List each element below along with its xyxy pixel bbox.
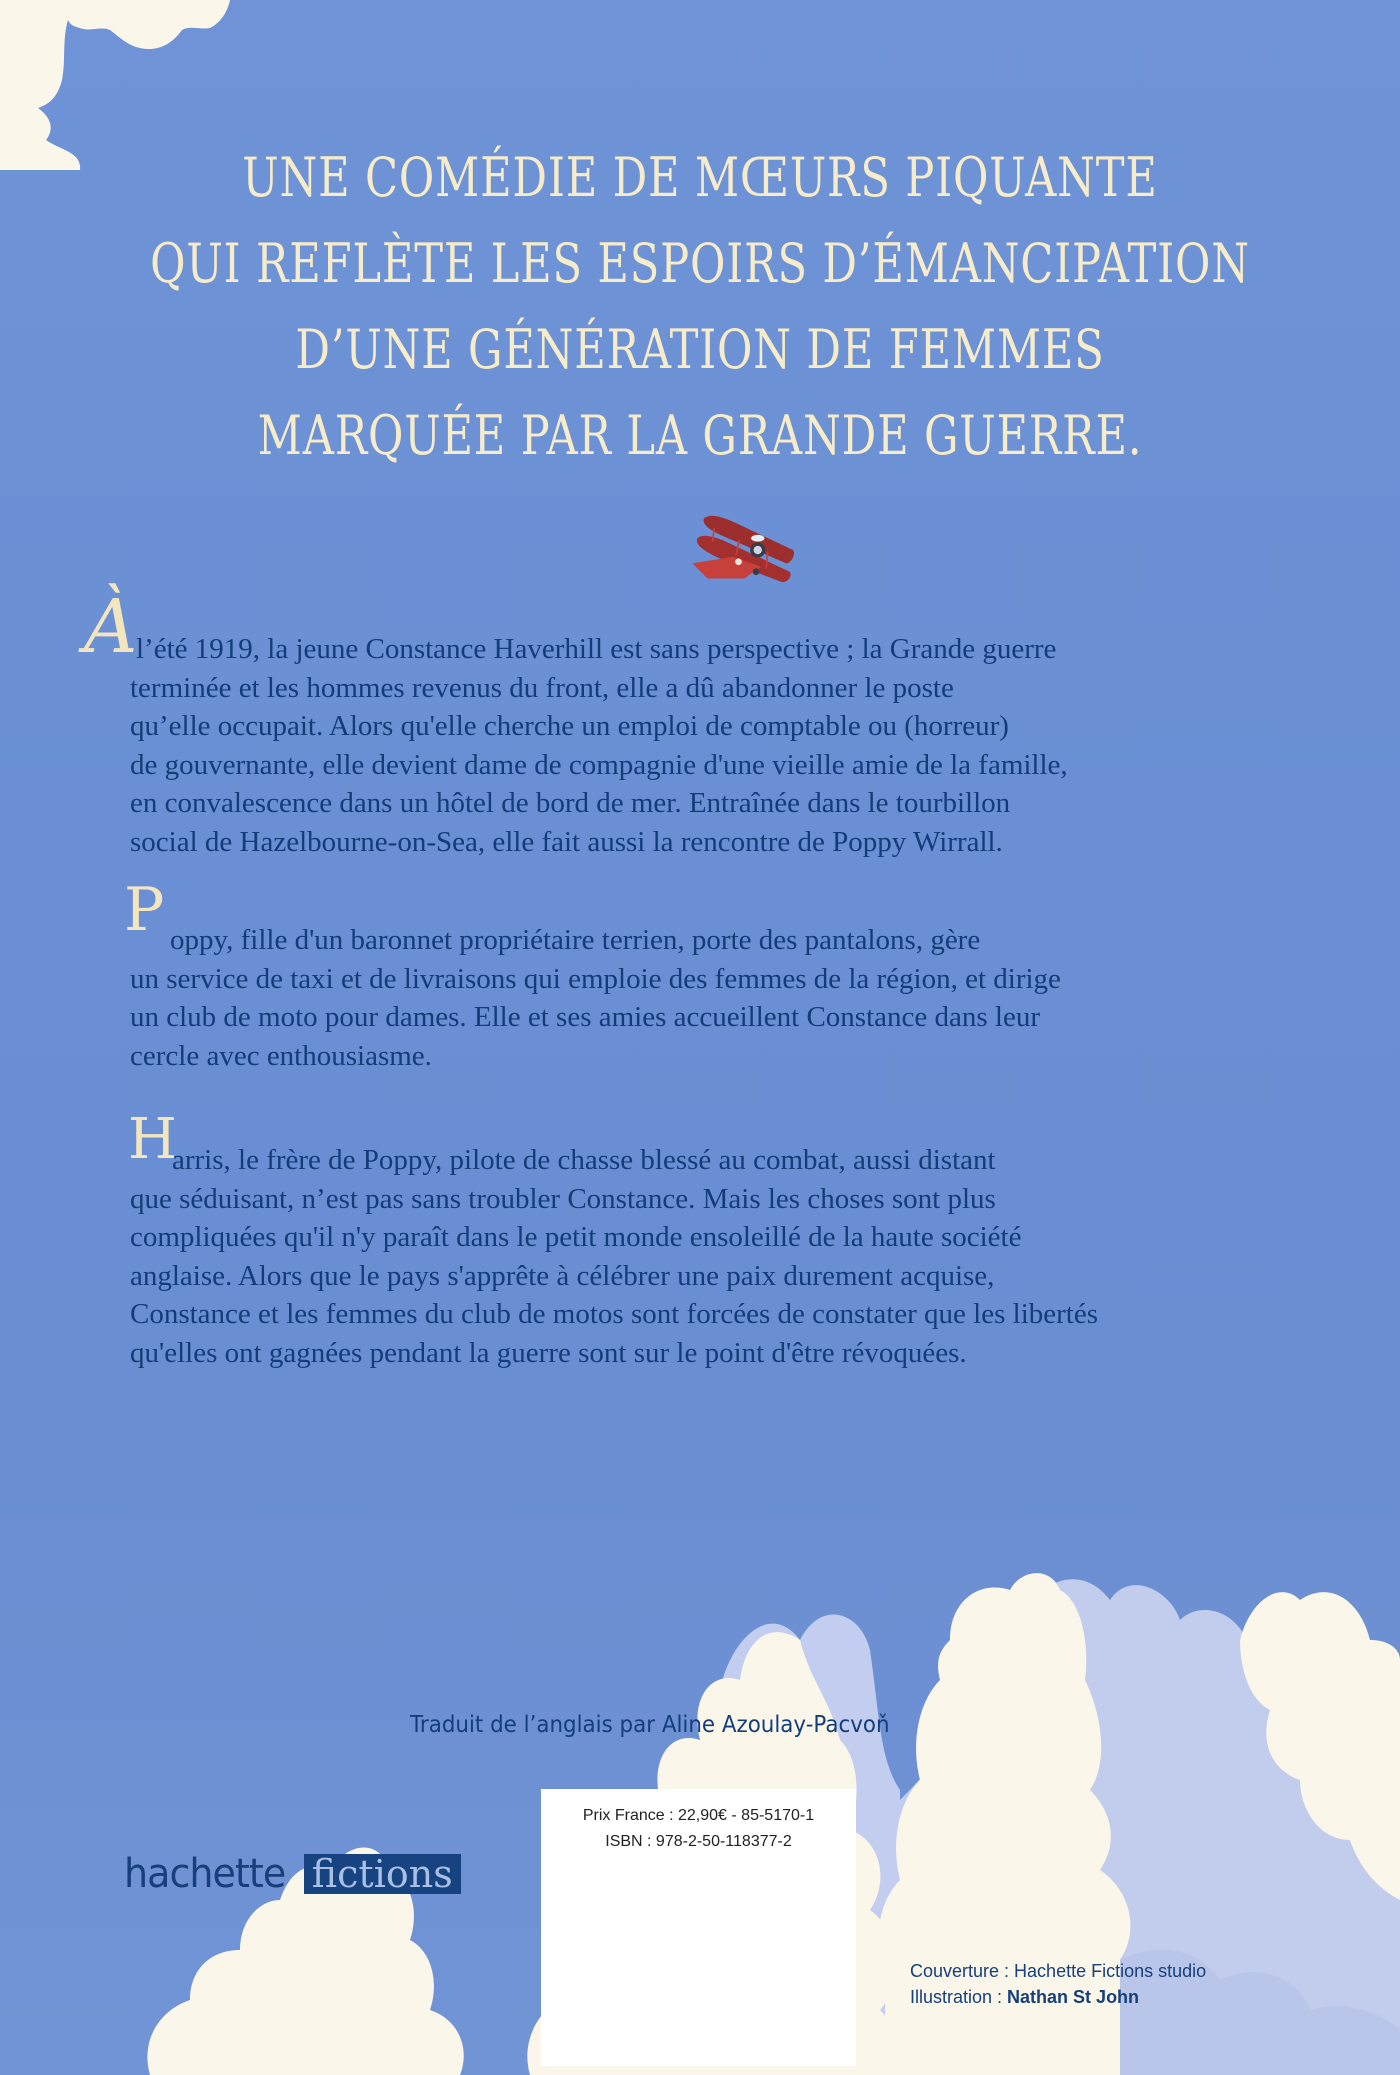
blurb-line: que séduisant, n’est pas sans troubler Constance. Mais les choses sont plus (130, 1182, 996, 1215)
blurb-paragraph-1 (84, 584, 1310, 861)
cover-credit-value: Hachette Fictions studio (1014, 1961, 1207, 1981)
blurb-line: anglaise. Alors que le pays s'apprête à célébrer une paix durement acquise, (130, 1259, 995, 1292)
publisher-imprint: fictions (304, 1854, 461, 1894)
blurb (84, 584, 1310, 1422)
headline-line-4: MARQUÉE PAR LA GRANDE GUERRE. (257, 404, 1143, 467)
illustration-credit (910, 1984, 1206, 2010)
headline (140, 135, 1260, 479)
blurb-line: l’été 1919, la jeune Constance Haverhill est sans perspective ; la Grande guerre (136, 633, 1057, 665)
headline-line-3: D’UNE GÉNÉRATION DE FEMMES (295, 318, 1105, 381)
blurb-line: terminée et les hommes revenus du front, elle a dû abandonner le poste (130, 671, 954, 704)
blurb-line: social de Hazelbourne-on-Sea, elle fait aussi la rencontre de Poppy Wirrall. (130, 825, 1003, 858)
blurb-line: Constance et les femmes du club de motos sont forcées de constater que les libertés (130, 1298, 1098, 1330)
drop-cap: H (128, 1107, 177, 1172)
blurb-line: oppy, fille d'un baronnet propriétaire terrien, porte des pantalons, gère (170, 924, 981, 956)
price-line: Prix France : 22,90€ - 85-5170-1 (582, 1807, 815, 1824)
blurb-line: un club de moto pour dames. Elle et ses amies accueillent Constance dans leur (130, 1001, 1041, 1033)
isbn-line: ISBN : 978-2-50-118377-2 (605, 1833, 792, 1850)
translator-credit: Traduit de l’anglais par Aline Azoulay-Pacvoň (410, 1712, 890, 1738)
headline-line-1: UNE COMÉDIE DE MŒURS PIQUANTE (242, 146, 1158, 209)
illustration-credit-value: Nathan St John (1007, 1987, 1140, 2007)
cover-credit-label: Couverture : (910, 1961, 1015, 1981)
biplane-icon (674, 508, 808, 592)
blurb-line: un service de taxi et de livraisons qui emploie des femmes de la région, et dirige (130, 962, 1061, 995)
blurb-line: arris, le frère de Poppy, pilote de chasse blessé au combat, aussi distant (172, 1144, 996, 1176)
blurb-line: qu’elle occupait. Alors qu'elle cherche un emploi de comptable ou (horreur) (130, 710, 1009, 742)
publisher-name: hachette (124, 1851, 286, 1897)
blurb-paragraph-2 (124, 875, 1310, 1075)
illustration-credit-label: Illustration : (910, 1987, 1008, 2007)
blurb-line: qu'elles ont gagnées pendant la guerre sont sur le point d'être révoquées. (130, 1336, 967, 1369)
drop-cap: À (84, 584, 138, 670)
blurb-line: de gouvernante, elle devient dame de compagnie d'une vieille amie de la famille, (130, 748, 1068, 781)
blurb-line: compliquées qu'il n'y paraît dans le petit monde ensoleillé de la haute société (130, 1221, 1022, 1253)
blurb-paragraph-3 (128, 1107, 1310, 1372)
price-isbn-box (541, 1789, 856, 2066)
blurb-line: cercle avec enthousiasme. (130, 1039, 432, 1072)
credits (910, 1958, 1206, 2010)
headline-line-2: QUI REFLÈTE LES ESPOIRS D’ÉMANCIPATION (150, 232, 1250, 295)
drop-cap: P (124, 875, 165, 945)
blurb-line: en convalescence dans un hôtel de bord de mer. Entraînée dans le tourbillon (130, 787, 1011, 819)
cover-credit (910, 1958, 1206, 1984)
publisher-logo (124, 1848, 461, 1897)
